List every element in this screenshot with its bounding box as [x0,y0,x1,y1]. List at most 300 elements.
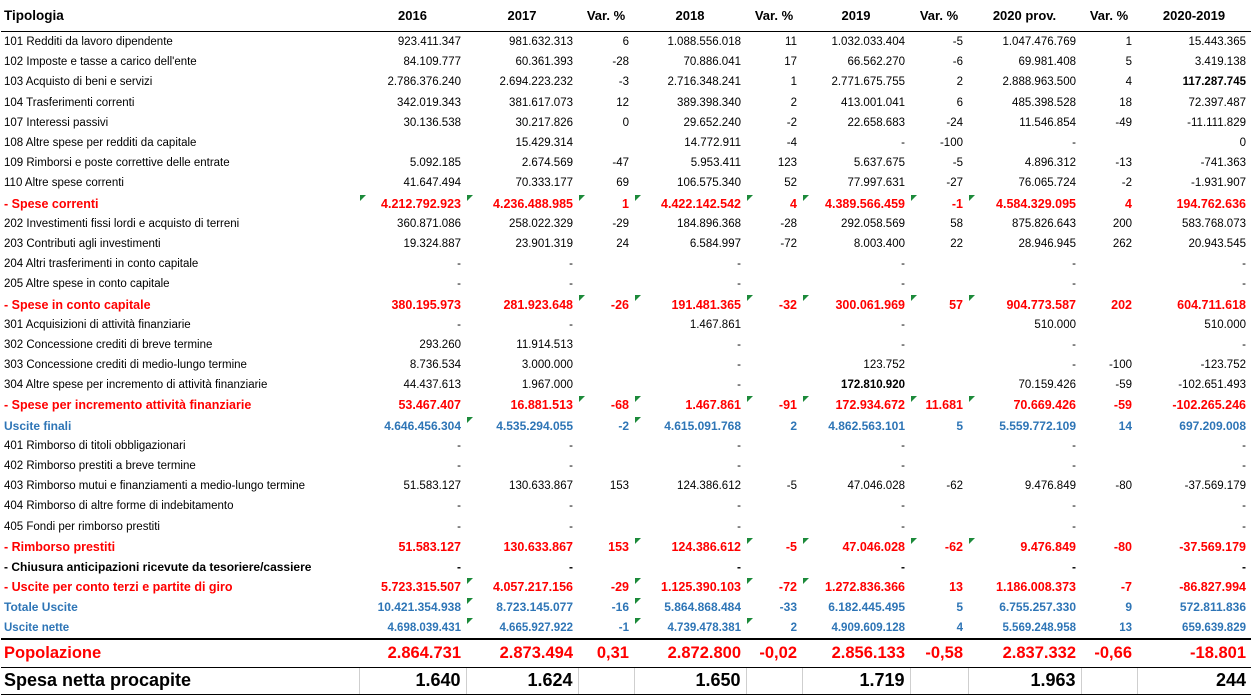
cell-value-2019: 1.272.836.366 [802,577,910,597]
cell-var-2020: -80 [1113,539,1132,554]
cell-label: 403 Rimborso mutui e finanziamenti a medio-lungo termine [4,480,306,493]
cell-value-2018: - [737,500,741,513]
cell-var-2020: 4 [1125,76,1132,89]
cell-value-2018: 2.872.800 [634,639,746,668]
cell-var-2019: -62 [946,480,963,493]
cell-value-2019: 77.997.631 [847,177,905,190]
cell-label: 110 Altre spese correnti [4,177,124,190]
table-row [1,557,1251,577]
cell-diff-2020-2019: 604.711.618 [1177,297,1246,312]
cell-var-2020: -49 [1115,116,1132,129]
cell-diff-2020-2019: -11.111.829 [1187,116,1246,129]
cell-value-2017: 23.901.319 [515,237,573,250]
table-row [1,667,1251,694]
cell-value-2016: 8.736.534 [409,359,461,372]
header-var-2018: Var. % [746,0,802,32]
cell-value-2018: 1.467.861 [689,318,741,331]
cell-value-2020-prov: - [1072,359,1076,372]
cell-value-2018: - [737,258,741,271]
cell-label: 203 Contributi agli investimenti [4,237,161,250]
cell-value-2020-prov: 5.569.248.958 [1002,621,1076,634]
cell-value-2017: 2.674.569 [521,157,573,170]
cell-value-2016: 380.195.973 [391,297,461,312]
cell-value-2017: - [569,520,573,533]
cell-value-2017: 1.967.000 [521,379,573,392]
cell-value-2016: - [457,318,461,331]
cell-value-2020-prov: 875.826.643 [1012,217,1076,230]
cell-var-2019 [910,517,968,537]
cell-value-2018: 14.772.911 [684,137,741,150]
cell-value-2017: - [569,318,573,331]
cell-var-2018: 123 [777,157,797,170]
table-row [1,214,1251,234]
table-row [1,476,1251,496]
cell-value-2020-prov: - [1072,137,1076,150]
cell-var-2018 [746,496,802,516]
cell-value-2016: - [457,278,461,291]
cell-diff-2020-2019: - [1242,559,1246,574]
cell-var-2020 [1081,557,1137,577]
cell-var-2017: -1 [618,621,629,634]
cell-var-2018: -28 [780,217,797,230]
cell-value-2017: - [569,278,573,291]
cell-var-2018 [746,375,802,395]
header-diff-2020-2019: 2020-2019 [1137,0,1251,32]
cell-label: Popolazione [1,639,359,668]
cell-value-2018: - [737,359,741,372]
cell-var-2020: -7 [1120,580,1132,595]
cell-value-2018: 6.584.997 [689,237,741,250]
cell-value-2017: 281.923.648 [503,297,573,312]
table-row [1,456,1251,476]
cell-diff-2020-2019: 72.397.487 [1188,96,1246,109]
table-row [1,153,1251,173]
cell-var-2019 [910,496,968,516]
cell-var-2019: -5 [952,157,963,170]
cell-var-2019: 6 [956,96,963,109]
cell-label: 402 Rimborso prestiti a breve termine [4,460,196,473]
cell-label: 404 Rimborso di altre forme di indebitamento [4,500,234,513]
cell-value-2018: 1.088.556.018 [667,36,741,49]
cell-value-2019: 4.862.563.101 [828,418,905,433]
cell-value-2018: - [737,278,741,291]
cell-value-2019: - [901,278,905,291]
cell-var-2018: -72 [780,237,797,250]
cell-value-2018: 1.467.861 [634,395,746,415]
cell-var-2018 [746,274,802,294]
cell-value-2017: 60.361.393 [515,56,573,69]
cell-value-2017: 130.633.867 [509,480,573,493]
cell-var-2020 [1081,254,1137,274]
cell-var-2018 [746,315,802,335]
cell-value-2020-prov: 1.963 [968,667,1081,694]
cell-diff-2020-2019: 117.287.745 [1182,76,1246,89]
cell-var-2017: -29 [612,217,629,230]
cell-label: 405 Fondi per rimborso prestiti [4,520,160,533]
cell-value-2016: 19.324.887 [403,237,461,250]
cell-var-2017 [578,315,634,335]
cell-var-2018: 2 [790,418,797,433]
cell-value-2020-prov: 904.773.587 [968,294,1081,314]
cell-var-2017: -28 [612,56,629,69]
cell-diff-2020-2019: -123.752 [1200,359,1246,372]
cell-value-2019: 5.637.675 [853,157,905,170]
table-row [1,496,1251,516]
cell-var-2019: 2 [956,76,963,89]
table-row [1,416,1251,436]
cell-var-2019: 5 [956,600,963,615]
cell-value-2016: - [457,258,461,271]
cell-value-2017: 3.000.000 [521,359,573,372]
cell-diff-2020-2019: -1.931.907 [1191,177,1246,190]
cell-var-2018: 2 [746,617,802,638]
cell-var-2019: 22 [950,237,963,250]
cell-value-2017: 4.236.488.985 [466,194,578,214]
cell-var-2018: 11 [785,36,797,49]
cell-label: 302 Concessione crediti di breve termine [4,338,213,351]
table-body [1,32,1251,695]
cell-diff-2020-2019: 15.443.365 [1188,36,1246,49]
cell-value-2016: - [457,460,461,473]
cell-var-2020: 13 [1119,621,1132,634]
cell-value-2020-prov: 11.546.854 [1019,116,1076,129]
cell-diff-2020-2019: 583.768.073 [1182,217,1246,230]
cell-value-2018: 5.953.411 [690,157,741,170]
cell-value-2016: 923.411.347 [397,36,461,49]
cell-value-2017: 70.333.177 [515,177,573,190]
table-row [1,517,1251,537]
cell-var-2017: -47 [612,157,629,170]
cell-var-2020: 5 [1125,56,1132,69]
cell-value-2020-prov: 5.559.772.109 [999,418,1076,433]
cell-var-2018: 1 [790,76,797,89]
cell-var-2019 [910,456,968,476]
cell-var-2018: -0,02 [746,639,802,668]
cell-value-2019: 1.719 [802,667,910,694]
cell-var-2020: 1 [1125,36,1132,49]
cell-value-2019: 2.771.675.755 [831,76,905,89]
header-2020-prov: 2020 prov. [968,0,1081,32]
table-row [1,113,1251,133]
cell-value-2019: - [901,439,905,452]
cell-diff-2020-2019: - [1242,520,1246,533]
cell-var-2018: -32 [746,294,802,314]
cell-var-2017: 153 [608,539,629,554]
header-tipologia: Tipologia [1,0,359,32]
cell-value-2016 [359,133,466,153]
cell-label: - Spese per incremento attività finanziarie [4,398,252,413]
cell-value-2020-prov: 1.047.476.769 [1002,36,1076,49]
cell-value-2019: 172.934.672 [802,395,910,415]
cell-value-2019: 172.810.920 [841,379,905,392]
cell-value-2016: - [457,559,461,574]
cell-var-2018: 52 [784,177,797,190]
cell-var-2018: -5 [786,480,797,493]
cell-value-2017: 8.723.145.077 [466,597,578,617]
cell-var-2019 [910,274,968,294]
cell-diff-2020-2019: 20.943.545 [1188,237,1246,250]
cell-value-2018: - [737,439,741,452]
cell-var-2019: -100 [939,137,963,150]
cell-var-2017: 24 [616,237,629,250]
cell-value-2017: 4.535.294.055 [466,416,578,436]
table-row [1,375,1251,395]
cell-value-2020-prov: 6.755.257.330 [999,600,1076,615]
cell-value-2016: - [457,520,461,533]
cell-var-2019 [910,557,968,577]
header-2017: 2017 [466,0,578,32]
cell-var-2020 [1081,274,1137,294]
cell-value-2019: - [901,559,905,574]
cell-var-2018: -4 [786,137,797,150]
header-2018: 2018 [634,0,746,32]
cell-value-2018: 2.716.348.241 [667,76,741,89]
table-row [1,355,1251,375]
cell-value-2017: - [569,258,573,271]
cell-var-2017: 69 [616,177,629,190]
cell-value-2017: 16.881.513 [510,398,573,413]
cell-var-2020: -0,66 [1081,639,1137,668]
cell-var-2017 [578,274,634,294]
cell-value-2020-prov: - [1072,559,1076,574]
cell-var-2019: 5 [956,418,963,433]
cell-value-2020-prov: - [1072,460,1076,473]
cell-var-2020: -2 [1121,177,1132,190]
cell-var-2020: 202 [1111,297,1132,312]
table-row [1,72,1251,92]
cell-label: - Rimborso prestiti [4,539,116,554]
cell-diff-2020-2019: -37.569.179 [1184,480,1246,493]
cell-var-2020: 262 [1112,237,1132,250]
cell-value-2020-prov: - [1072,439,1076,452]
cell-var-2017 [578,133,634,153]
cell-var-2020: 14 [1118,418,1132,433]
cell-var-2017: 0,31 [578,639,634,668]
cell-value-2020-prov: 28.946.945 [1018,237,1076,250]
cell-label: Uscite finali [4,418,72,433]
table-row [1,234,1251,254]
cell-var-2017: -3 [618,76,629,89]
cell-value-2020-prov: 2.837.332 [968,639,1081,668]
cell-value-2016: 5.092.185 [409,157,461,170]
cell-value-2020-prov: 4.584.329.095 [968,194,1081,214]
cell-var-2020 [1081,517,1137,537]
cell-label: 304 Altre spese per incremento di attività finanziarie [4,379,268,392]
cell-value-2018: - [737,460,741,473]
cell-var-2018: -91 [746,395,802,415]
cell-value-2016: - [457,500,461,513]
cell-value-2016: 342.019.343 [397,96,461,109]
cell-value-2020-prov: 70.159.426 [1018,379,1076,392]
cell-value-2018: 4.739.478.381 [634,617,746,638]
cell-label: 301 Acquisizioni di attività finanziarie [4,318,191,331]
cell-label: 104 Trasferimenti correnti [4,96,135,109]
cell-var-2018 [746,254,802,274]
cell-label: 401 Rimborso di titoli obbligazionari [4,439,186,452]
cell-value-2020-prov: 1.186.008.373 [996,580,1076,595]
cell-value-2017: - [569,559,573,574]
cell-var-2017 [578,436,634,456]
cell-var-2019: -24 [946,116,963,129]
cell-diff-2020-2019: - [1242,500,1246,513]
cell-var-2019 [910,315,968,335]
cell-var-2019: -62 [910,537,968,557]
cell-var-2017 [578,456,634,476]
cell-diff-2020-2019: 510.000 [1204,318,1246,331]
cell-var-2020: 9 [1125,600,1132,615]
cell-var-2018: 2 [790,96,797,109]
cell-value-2018: - [737,379,741,392]
cell-var-2018 [746,335,802,355]
table-row [1,133,1251,153]
cell-var-2018: -72 [746,577,802,597]
cell-label: - Spese in conto capitale [4,297,151,312]
cell-value-2018: 106.575.340 [677,177,741,190]
cell-value-2017: 4.665.927.922 [466,617,578,638]
cell-var-2019: 4 [956,621,963,634]
spending-table [1,0,1251,695]
cell-var-2017: -26 [578,294,634,314]
cell-var-2019: 11.681 [910,395,968,415]
table-row [1,617,1251,638]
cell-value-2019: 8.003.400 [853,237,905,250]
cell-value-2017: 2.694.223.232 [499,76,573,89]
cell-value-2017: 11.914.513 [516,338,573,351]
cell-value-2020-prov: 2.888.963.500 [1002,76,1076,89]
cell-value-2016: 360.871.086 [397,217,461,230]
table-row [1,537,1251,557]
cell-value-2016: 4.698.039.431 [387,621,461,634]
table-row [1,294,1251,314]
cell-diff-2020-2019: - [1242,439,1246,452]
cell-value-2017: - [569,439,573,452]
cell-value-2019: - [901,137,905,150]
cell-diff-2020-2019: - [1242,258,1246,271]
cell-value-2016: 44.437.613 [403,379,461,392]
cell-var-2017 [578,375,634,395]
cell-value-2020-prov: - [1072,520,1076,533]
header-var-2019: Var. % [910,0,968,32]
cell-var-2017 [578,254,634,274]
cell-value-2016: 41.647.494 [403,177,461,190]
cell-var-2018 [746,355,802,375]
cell-diff-2020-2019: 194.762.636 [1176,196,1246,211]
cell-value-2020-prov: 69.981.408 [1018,56,1076,69]
cell-value-2020-prov: 9.476.849 [968,537,1081,557]
cell-value-2020-prov: 4.896.312 [1024,157,1076,170]
cell-value-2020-prov: 70.669.426 [968,395,1081,415]
cell-label: 205 Altre spese in conto capitale [4,278,170,291]
cell-var-2018: -5 [746,537,802,557]
header-2016: 2016 [359,0,466,32]
cell-var-2019 [910,355,968,375]
cell-var-2020 [1081,335,1137,355]
cell-var-2018 [746,667,802,694]
cell-var-2017: -16 [611,600,629,615]
cell-value-2018: 389.398.340 [677,96,741,109]
cell-var-2017: -2 [618,418,629,433]
cell-var-2019: 13 [949,580,963,595]
table-row [1,52,1251,72]
cell-var-2019: 57 [910,294,968,314]
cell-value-2018: 29.652.240 [683,116,741,129]
cell-diff-2020-2019: -37.569.179 [1179,539,1246,554]
cell-var-2017: 1 [578,194,634,214]
cell-value-2017: 30.217.826 [515,116,573,129]
cell-label: 102 Imposte e tasse a carico dell'ente [4,56,197,69]
cell-value-2016: 1.640 [359,667,466,694]
cell-var-2020 [1081,133,1137,153]
cell-var-2018 [746,517,802,537]
table-row [1,335,1251,355]
cell-var-2017 [578,355,634,375]
cell-value-2018: 70.886.041 [683,56,741,69]
cell-value-2017: 381.617.073 [509,96,573,109]
cell-var-2019 [910,667,968,694]
cell-value-2018: 1.125.390.103 [634,577,746,597]
cell-value-2018: 124.386.612 [634,537,746,557]
cell-diff-2020-2019: 244 [1137,667,1251,694]
cell-var-2020 [1081,315,1137,335]
cell-diff-2020-2019: -86.827.994 [1179,580,1246,595]
cell-value-2018: - [737,338,741,351]
cell-value-2019: - [901,338,905,351]
cell-label: 303 Concessione crediti di medio-lungo termine [4,359,247,372]
cell-var-2017 [578,667,634,694]
cell-value-2016: 84.109.777 [403,56,461,69]
cell-diff-2020-2019: 3.419.138 [1194,56,1246,69]
cell-value-2018: 1.650 [634,667,746,694]
cell-value-2016: 293.260 [419,338,461,351]
cell-diff-2020-2019: 659.639.829 [1182,621,1246,634]
cell-value-2017: 15.429.314 [515,137,573,150]
cell-value-2017: 981.632.313 [509,36,573,49]
cell-value-2019: 47.046.028 [802,537,910,557]
cell-value-2016: 53.467.407 [398,398,461,413]
cell-value-2017: 258.022.329 [509,217,573,230]
cell-var-2020: -59 [1115,379,1132,392]
cell-var-2020 [1081,667,1137,694]
cell-var-2017 [578,335,634,355]
header-row [1,0,1251,32]
cell-diff-2020-2019: 697.209.008 [1179,418,1246,433]
cell-diff-2020-2019: - [1242,460,1246,473]
cell-var-2020 [1081,496,1137,516]
cell-value-2018: 124.386.612 [677,480,741,493]
cell-var-2019: -0,58 [910,639,968,668]
cell-var-2020: -80 [1115,480,1132,493]
cell-value-2017: - [569,460,573,473]
cell-var-2019: 58 [950,217,963,230]
cell-var-2019: -1 [910,194,968,214]
cell-value-2020-prov: - [1072,278,1076,291]
cell-value-2017: 2.873.494 [466,639,578,668]
cell-value-2018: 5.864.868.484 [634,597,746,617]
table-row [1,194,1251,214]
cell-value-2017: 4.057.217.156 [466,577,578,597]
cell-value-2020-prov: - [1072,338,1076,351]
cell-label: 108 Altre spese per redditi da capitale [4,137,197,150]
cell-var-2018 [746,557,802,577]
cell-diff-2020-2019: -102.651.493 [1178,379,1246,392]
cell-var-2019: -5 [952,36,963,49]
cell-var-2017: -68 [578,395,634,415]
table-row [1,395,1251,415]
cell-var-2017: 6 [622,36,629,49]
cell-value-2019: 22.658.683 [847,116,905,129]
cell-diff-2020-2019: 0 [1239,137,1246,150]
cell-label: - Uscite per conto terzi e partite di giro [4,580,233,595]
